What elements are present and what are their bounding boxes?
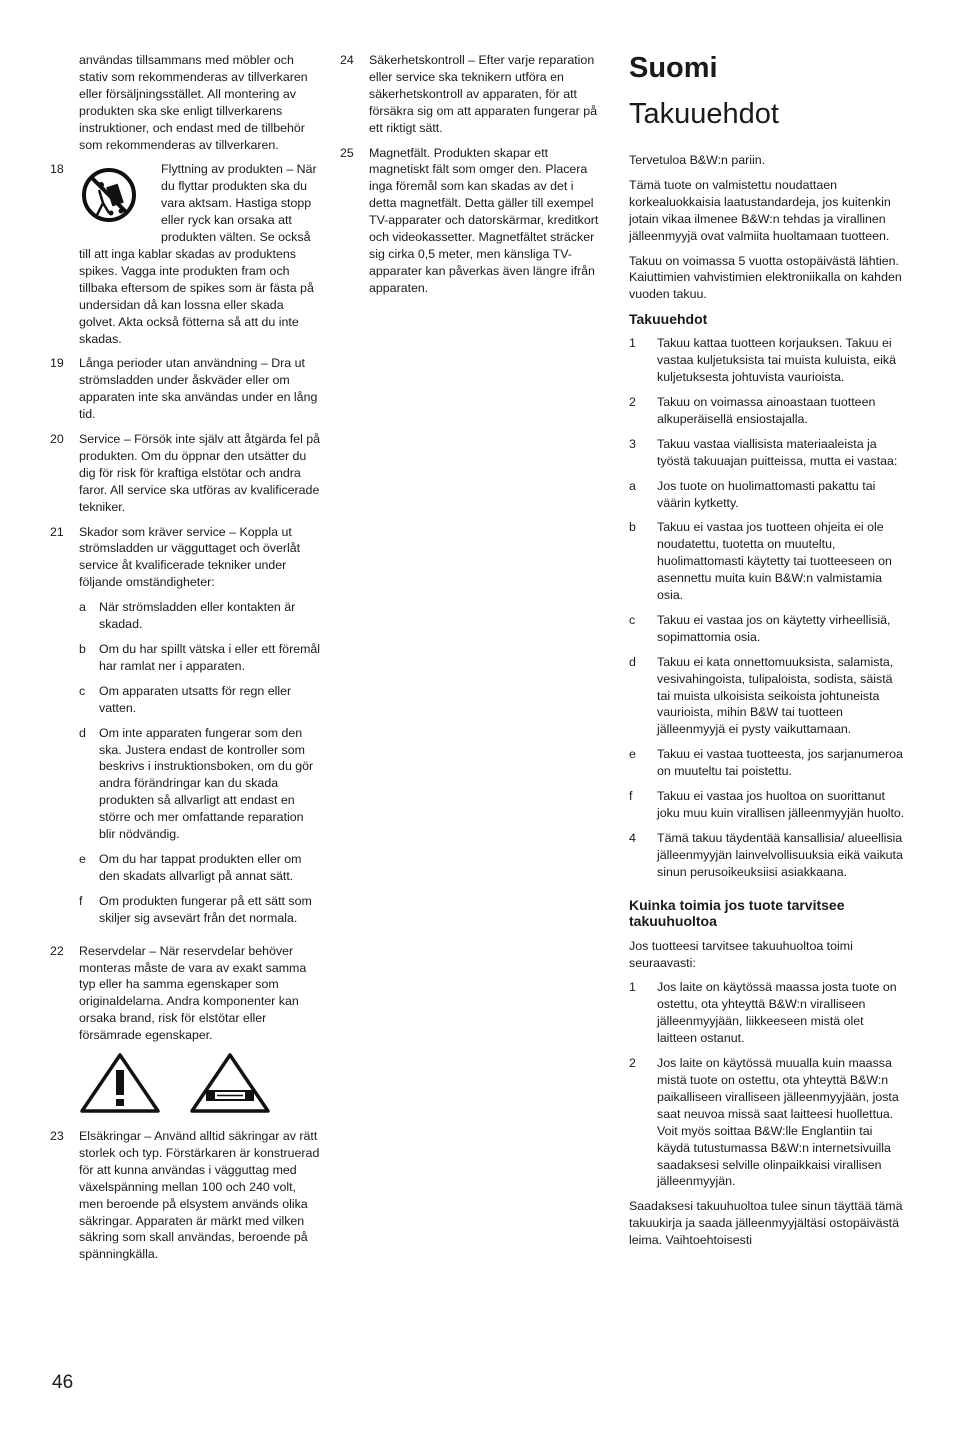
- item-23-text: Elsäkringar – Använd alltid säkringar av rätt storlek och typ. Förstärkaren är konstruerad för att kunna användas i vägguttag med växelspänning mellan 100 och 240 volt, men beroende på elsystem används olika säkringar. Apparaten är märkt med vilken säkring som skall användas, beroende på spänningkälla.: [79, 1129, 320, 1262]
- list-item: 1 Takuu kattaa tuotteen korjauksen. Takuu ei vastaa kuljetuksista tai muista kuluista, eikä kuljetuksesta johtuvista vaurioista.: [629, 336, 896, 385]
- item-19-text: Långa perioder utan användning – Dra ut strömsladden under åskväder eller om apparaten inte ska användas under en lång tid.: [79, 356, 318, 422]
- column-swedish-left: [50, 52, 322, 1271]
- item-number: 24: [340, 53, 354, 67]
- list-item: 3 Takuu vastaa viallisista materiaaleista ja työstä takuuajan puitteissa, mutta ei vastaa:: [629, 436, 898, 468]
- intro-paragraph: Tämä tuote on valmistettu noudattaen korkealuokkaisia laatustandardeja, jos kuitenkin jotain vikaa ilmenee B&W:n tehdas ja virallinen jälleenmyyjä ovat valmiita huoltamaan tuotteen.: [629, 177, 891, 243]
- section-heading-terms: Takuuehdot: [629, 311, 708, 328]
- service-list: [629, 979, 905, 1190]
- item-25-text: Magnetfält. Produkten skapar ett magnetiskt fält som omger den. Placera inga föremål som kan skadas av det i detta magnetfält. Detta gäller till exempel TV-apparater och datorskärmar, kreditkort och videokassetter. Magnetfältet sträcker sig cirka 0,5 meter, men känsliga TV-apparater kan påverkas även längre ifrån apparaten.: [369, 145, 599, 295]
- fuse-warning-icon: [189, 1052, 271, 1114]
- list-item: e Takuu ei vastaa tuotteesta, jos sarjanumeroa on muuteltu tai poistettu.: [629, 747, 903, 779]
- item-number: 25: [340, 145, 354, 160]
- intro-paragraph: Tervetuloa B&W:n pariin.: [629, 153, 766, 167]
- item-22: [50, 943, 322, 1044]
- sub-item: a När strömsladden eller kontakten är skadad.: [79, 600, 296, 632]
- sub-item: e Om du har tappat produkten eller om den skadats allvarligt på annat sätt.: [79, 851, 302, 883]
- item-number: 22: [50, 943, 64, 958]
- exclamation-warning-icon: [79, 1052, 161, 1114]
- list-item: 2 Jos laite on käytössä muualla kuin maassa mistä tuote on ostettu, ota yhteyttä B&W:n paikalliseen viralliseen jälleenmyyjään, josta saat neuvoa missä saat laitteesi huollettua. Voit myös soittaa B&W:lle Englantiin tai käydä tutustumassa B&W:n internetsivuilla saadaksesi selville olinpaikkaisi virallisen jälleenmyyjän.: [629, 1056, 899, 1189]
- section-heading-service: Kuinka toimia jos tuote tarvitsee takuuhuoltoa: [629, 896, 845, 930]
- item-number: 20: [50, 432, 64, 447]
- item-number: 18: [50, 162, 64, 177]
- sub-item: f Om produkten fungerar på ett sätt som skiljer sig avsevärt från det normala.: [79, 893, 312, 925]
- item-number: 23: [50, 1129, 64, 1144]
- list-item: b Takuu ei vastaa jos tuotteen ohjeita ei ole noudatettu, tuotetta on muuteltu, huolimattomasti käytetty tai tuotteeseen on asennettu muita kuin B&W:n valmistamia osia.: [629, 520, 892, 603]
- column-swedish-middle: [340, 52, 600, 305]
- sub-item: b Om du har spillt vätska i eller ett föremål har ramlat ner i apparaten.: [79, 642, 321, 673]
- item-number: 19: [50, 356, 64, 371]
- list-item: d Takuu ei kata onnettomuuksista, salamista, vesivahingoista, tulipaloista, sodista, säistä tai muista ulkoisista seikoista johtuneista vaurioista, mihin B&W tai tuotteen jälleenmyyjä ei pysty vaikuttamaan.: [629, 654, 894, 737]
- list-item: a Jos tuote on huolimattomasti pakattu tai väärin kytketty.: [629, 478, 876, 510]
- page-title: Takuuehdot: [629, 98, 779, 130]
- item-21: [50, 524, 322, 935]
- item-19: [50, 355, 322, 423]
- item-20-text: Service – Försök inte själv att åtgärda fel på produkten. Om du öppnar den utsätter du dig för risk för kraftiga elstötar och andra faror. All service ska utföras av kvalificerade tekniker.: [79, 432, 321, 514]
- item-21-sublist: [79, 599, 322, 926]
- item-20: [50, 431, 322, 516]
- list-item: 1 Jos laite on käytössä maassa josta tuote on ostettu, ota yhteyttä B&W:n viralliseen jälleenmyyjään, liikkeeseen mistä olet laitteen ostanut.: [629, 980, 897, 1046]
- sub-item: d Om inte apparaten fungerar som den ska. Justera endast de kontroller som beskrivs i instruktionsboken, om du gör andra förändringar kan du skada produkten så allvarligt att endast en större och mer omfattande reparation blir nödvändig.: [79, 725, 314, 842]
- item-17-text: användas tillsammans med möbler och stativ som rekommenderas av tillverkaren eller försäljningsstället. All montering av produkten ska ske enligt tillverkarens instruktioner, och endast med de tillbehör som rekommenderas av tillverkaren.: [79, 53, 308, 152]
- item-number: 21: [50, 524, 64, 539]
- item-17-continuation: [50, 52, 322, 153]
- item-24: [340, 52, 600, 137]
- list-item: 2 Takuu on voimassa ainoastaan tuotteen alkuperäisellä ensiostajalla.: [629, 394, 876, 426]
- item-18: [50, 161, 322, 347]
- intro-paragraph: Takuu on voimassa 5 vuotta ostopäivästä lähtien. Kaiuttimien vahvistimien elektroniikalla on kahden vuoden takuu.: [629, 253, 902, 302]
- closing-paragraph: Saadaksesi takuuhuoltoa tulee sinun täyttää tämä takuukirja ja saada jälleenmyyjältäsi ostopäivästä leima. Vaihtoehtoisesti: [629, 1199, 903, 1248]
- item-22-text: Reservdelar – När reservdelar behöver monteras måste de vara av exakt samma typ eller ha samma egenskaper som originaldelarna. Andra komponenter kan orsaka brand, risk för elstötar eller försämrade egenskaper.: [79, 943, 307, 1043]
- warning-icons-row: [79, 1052, 322, 1114]
- list-item: f Takuu ei vastaa jos huoltoa on suorittanut joku muu kuin virallisen jälleenmyyjän huolto.: [629, 789, 905, 820]
- item-18-text: Flyttning av produkten – När du flyttar produkten ska du vara aktsam. Hastiga stopp eller ryck kan orsaka att produkten välten. Se också till att inga kablar skadas av produktens spikes. Vagga inte produkten fram och tillbaka eftersom de spikes som är fästa på undersidan då kan lossna eller skada golvet. Akta också fötterna så att du inte skadas.: [79, 162, 317, 346]
- cart-tip-over-warning-icon: [79, 163, 153, 229]
- item-25: [340, 145, 600, 297]
- terms-list: [629, 335, 905, 880]
- list-item: 4 Tämä takuu täydentää kansallisia/ alueellisia jälleenmyyjän lainvelvollisuuksia eikä vaikuta sinun perusoikeuksiisi asiakkaana.: [629, 830, 903, 879]
- sub-item: c Om apparaten utsatts för regn eller vatten.: [79, 683, 292, 715]
- service-intro: Jos tuotteesi tarvitsee takuuhuoltoa toimi seuraavasti:: [629, 938, 853, 970]
- page-number: 46: [52, 1372, 74, 1393]
- item-23: [50, 1128, 322, 1263]
- item-24-text: Säkerhetskontroll – Efter varje reparation eller service ska teknikern utföra en säkerhetskontroll av apparaten, för att försäkra sig om att apparaten fungerar på ett riktigt sätt.: [369, 53, 597, 135]
- list-item: c Takuu ei vastaa jos on käytetty virheellisiä, sopimattomia osia.: [629, 612, 891, 644]
- item-21-text: Skador som kräver service – Koppla ut strömsladden ur vägguttaget och överlåt service åt kvalificerade tekniker under följande omständigheter:: [79, 524, 301, 590]
- column-finnish: [629, 52, 905, 1257]
- language-heading: Suomi: [629, 52, 718, 84]
